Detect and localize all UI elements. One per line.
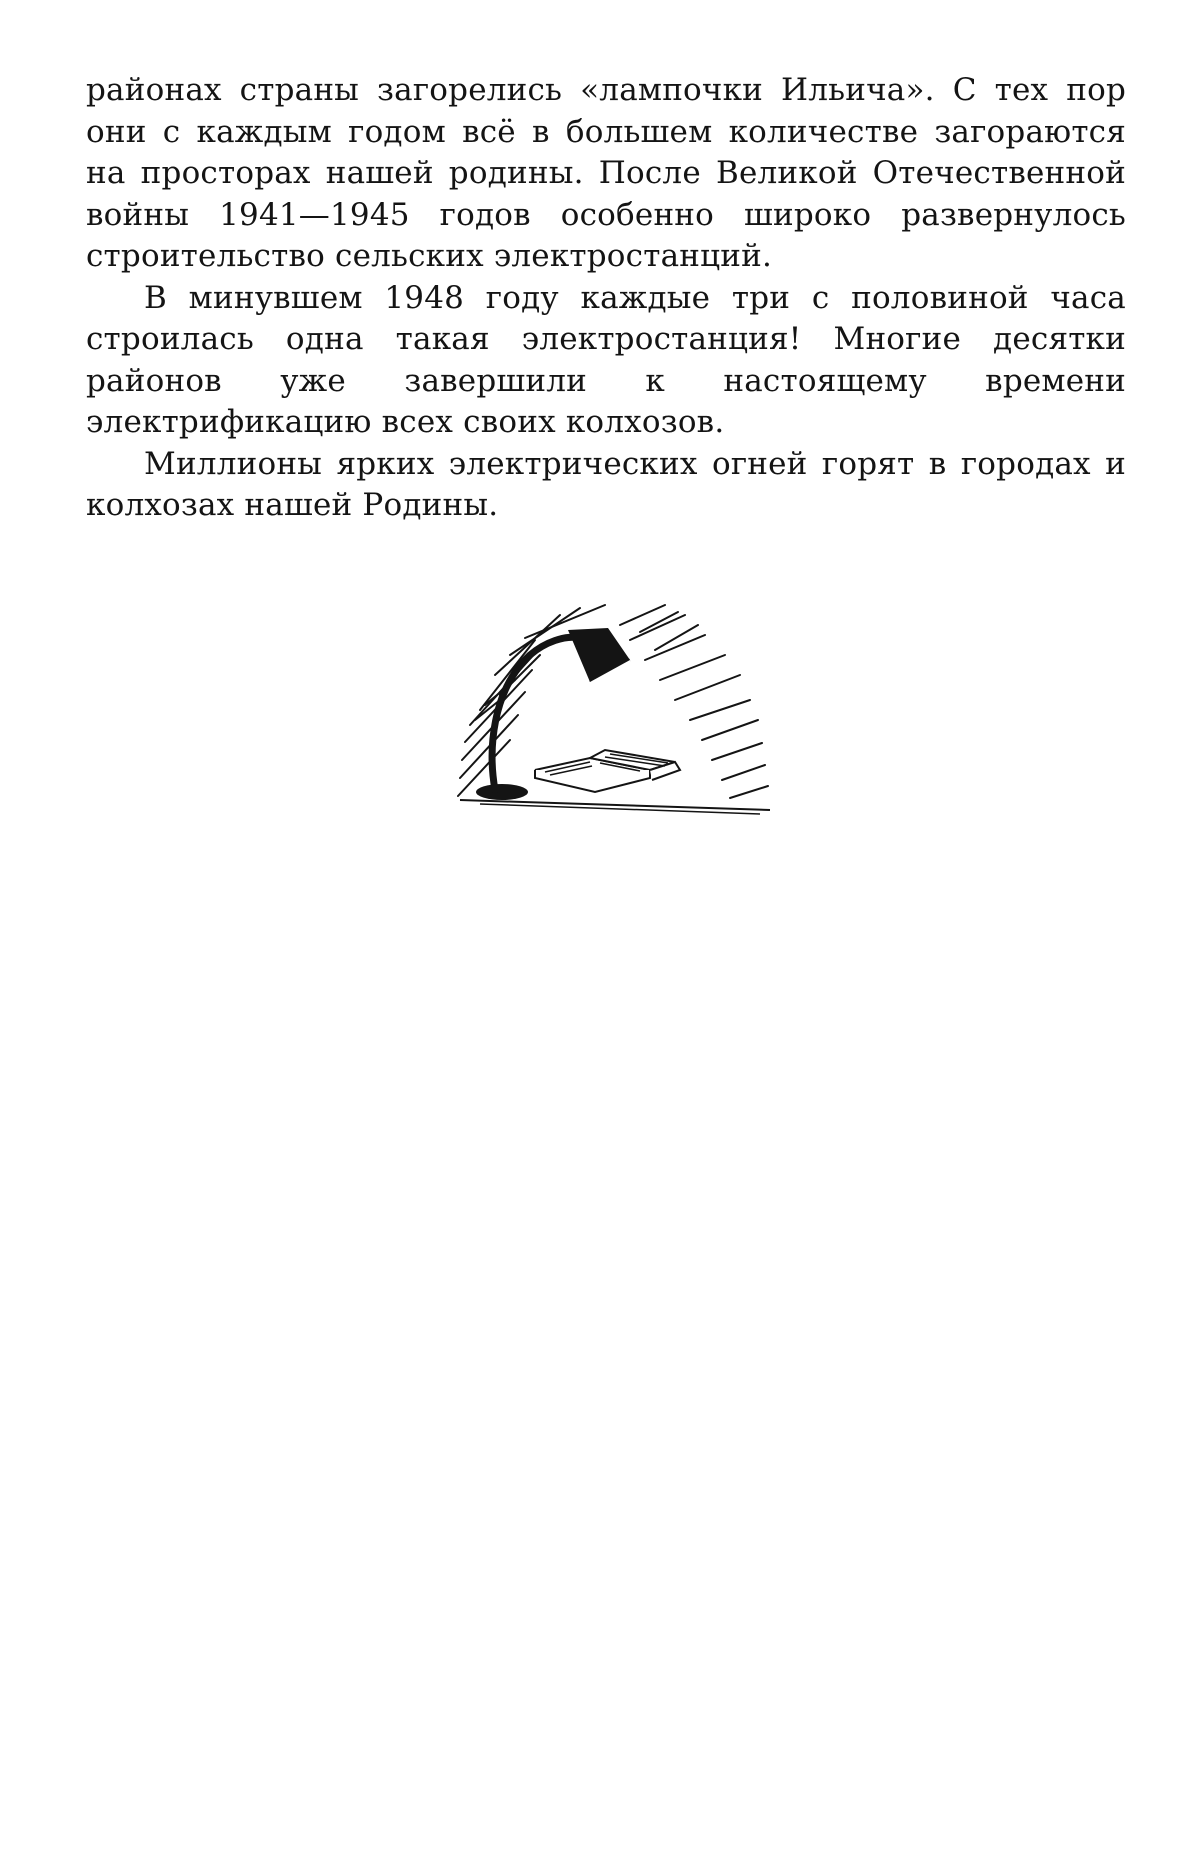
desk-lamp-over-open-book-icon [440, 600, 780, 825]
paragraph-continued: районах страны загорелись «лампочки Ильича». С тех пор они с каждым годом всё в большем количестве загораются на просторах нашей родины. После Великой Отечественной войны 1941—1945 годов особенно широко развернулось строительство сельских электростанций. [86, 72, 1126, 274]
paragraph-millions-of-lights: Миллионы ярких электрических огней горят в городах и колхозах нашей Родины. [86, 445, 1126, 523]
lamp-illustration [440, 600, 780, 825]
page-text [86, 70, 1126, 527]
paragraph-1948: В минувшем 1948 году каждые три с половиной часа строилась одна такая электростанция! Многие десятки районов уже завершили к настоящему времени электрификацию всех своих колхозов. [86, 279, 1126, 440]
